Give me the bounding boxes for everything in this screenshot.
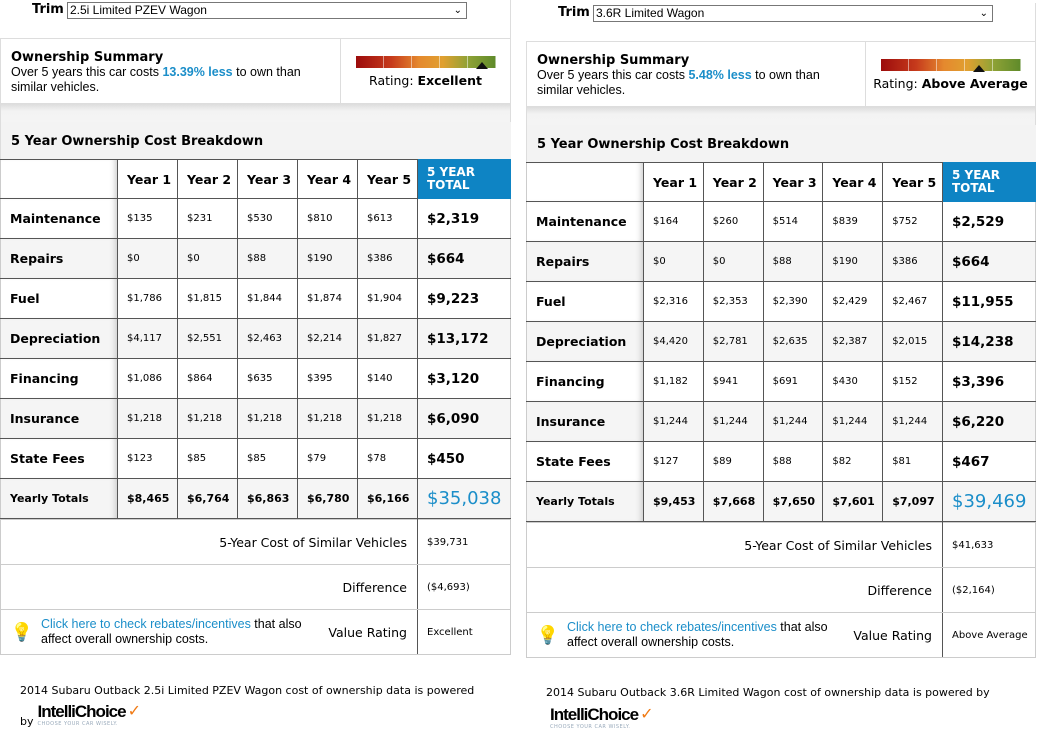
rating-box <box>340 39 510 103</box>
difference-label: Difference <box>1 565 418 610</box>
year-5-cost: $81 <box>883 442 943 482</box>
year-4-cost: $839 <box>823 202 883 242</box>
logo-text: IntelliChoice <box>37 702 126 721</box>
trim-row <box>0 0 511 38</box>
year-3-cost: $1,844 <box>238 279 298 319</box>
column-header: Year 1 <box>644 163 704 202</box>
year-1-cost: $9,453 <box>644 482 704 522</box>
year-3-cost: $514 <box>763 202 823 242</box>
value-rating-label: Value Rating <box>853 627 932 643</box>
five-year-total: $2,319 <box>418 199 511 239</box>
checkmark-icon: ✓ <box>640 704 654 723</box>
trim-value: 3.6R Limited Wagon <box>596 6 705 20</box>
year-1-cost: $0 <box>118 239 178 279</box>
five-year-total: $11,955 <box>943 282 1036 322</box>
summary-title: Ownership Summary <box>537 53 690 68</box>
year-2-cost: $0 <box>178 239 238 279</box>
checkmark-icon: ✓ <box>127 701 141 720</box>
column-header: 5 YEAR TOTAL <box>943 163 1036 202</box>
year-1-cost: $1,086 <box>118 359 178 399</box>
table-row-repairs <box>1 239 511 279</box>
five-year-total: $6,090 <box>418 399 511 439</box>
row-label: Maintenance <box>1 199 118 239</box>
year-2-cost: $85 <box>178 439 238 479</box>
row-label: Depreciation <box>1 319 118 359</box>
header-blank <box>1 160 118 199</box>
value-rating: Above Average <box>943 613 1036 658</box>
summary-text-end: to own than similar vehicles. <box>537 68 820 97</box>
year-3-cost: $1,218 <box>238 399 298 439</box>
year-3-cost: $2,390 <box>763 282 823 322</box>
intellichoice-logo[interactable] <box>546 706 653 731</box>
year-4-cost: $190 <box>298 239 358 279</box>
row-label: Repairs <box>1 239 118 279</box>
row-label: Insurance <box>527 402 644 442</box>
rating-gauge <box>881 59 1021 71</box>
year-4-cost: $1,218 <box>298 399 358 439</box>
five-year-total: $2,529 <box>943 202 1036 242</box>
logo-text: IntelliChoice <box>550 705 639 724</box>
year-2-cost: $1,218 <box>178 399 238 439</box>
five-year-total: $35,038 <box>418 479 511 519</box>
divider <box>0 104 511 122</box>
row-label: Yearly Totals <box>527 482 644 522</box>
year-2-cost: $6,764 <box>178 479 238 519</box>
row-label: Yearly Totals <box>1 479 118 519</box>
column-header: Year 3 <box>763 163 823 202</box>
year-4-cost: $2,387 <box>823 322 883 362</box>
rating-gauge <box>356 56 496 68</box>
year-2-cost: $2,353 <box>703 282 763 322</box>
five-year-total: $3,396 <box>943 362 1036 402</box>
year-4-cost: $190 <box>823 242 883 282</box>
column-header: Year 5 <box>883 163 943 202</box>
table-row-yearly-totals <box>527 482 1036 522</box>
comparison-table <box>526 522 1036 658</box>
five-year-total: $664 <box>943 242 1036 282</box>
row-label: Fuel <box>527 282 644 322</box>
ownership-panel-right <box>526 3 1036 748</box>
rating-marker-icon <box>973 65 985 72</box>
year-5-cost: $386 <box>883 242 943 282</box>
table-row-state-fees <box>1 439 511 479</box>
year-4-cost: $6,780 <box>298 479 358 519</box>
ownership-panel-left <box>0 0 511 745</box>
five-year-total: $39,469 <box>943 482 1036 522</box>
table-row-fuel <box>1 279 511 319</box>
year-2-cost: $1,815 <box>178 279 238 319</box>
row-label: Fuel <box>1 279 118 319</box>
row-label: Financing <box>1 359 118 399</box>
footer-text: 2014 Subaru Outback 3.6R Limited Wagon cost of ownership data is powered by <box>546 686 990 699</box>
column-header: 5 YEAR TOTAL <box>418 160 511 199</box>
year-5-cost: $752 <box>883 202 943 242</box>
five-year-total: $664 <box>418 239 511 279</box>
year-3-cost: $88 <box>763 242 823 282</box>
year-4-cost: $1,244 <box>823 402 883 442</box>
breakdown-title: 5 Year Ownership Cost Breakdown <box>526 125 1036 162</box>
column-header: Year 5 <box>358 160 418 199</box>
year-5-cost: $2,467 <box>883 282 943 322</box>
cost-breakdown-table <box>0 159 511 519</box>
year-3-cost: $635 <box>238 359 298 399</box>
five-year-total: $450 <box>418 439 511 479</box>
year-1-cost: $8,465 <box>118 479 178 519</box>
logo-tagline: CHOOSE YOUR CAR WISELY. <box>37 721 118 727</box>
year-2-cost: $0 <box>703 242 763 282</box>
trim-value: 2.5i Limited PZEV Wagon <box>70 3 207 17</box>
difference-value: ($2,164) <box>943 568 1036 613</box>
row-label: Repairs <box>527 242 644 282</box>
year-2-cost: $260 <box>703 202 763 242</box>
year-2-cost: $941 <box>703 362 763 402</box>
lightbulb-icon: 💡 <box>536 624 560 646</box>
five-year-total: $13,172 <box>418 319 511 359</box>
difference-value: ($4,693) <box>418 565 511 610</box>
table-row-state-fees <box>527 442 1036 482</box>
year-4-cost: $7,601 <box>823 482 883 522</box>
trim-row <box>526 3 1036 41</box>
footer-by: by <box>20 715 34 728</box>
column-header: Year 3 <box>238 160 298 199</box>
table-row-yearly-totals <box>1 479 511 519</box>
trim-select[interactable] <box>593 5 993 22</box>
chevron-down-icon: ⌄ <box>453 5 462 16</box>
five-year-total: $9,223 <box>418 279 511 319</box>
year-1-cost: $4,420 <box>644 322 704 362</box>
value-rating: Excellent <box>418 610 511 655</box>
summary-text: Over 5 years this car costs <box>537 68 689 82</box>
comparison-table <box>0 519 511 655</box>
year-3-cost: $88 <box>238 239 298 279</box>
year-4-cost: $2,214 <box>298 319 358 359</box>
year-5-cost: $1,244 <box>883 402 943 442</box>
rating-marker-icon <box>476 62 488 69</box>
year-1-cost: $4,117 <box>118 319 178 359</box>
rebates-link[interactable]: Click here to check rebates/incentives <box>567 620 777 634</box>
year-2-cost: $2,781 <box>703 322 763 362</box>
year-5-cost: $613 <box>358 199 418 239</box>
year-4-cost: $810 <box>298 199 358 239</box>
year-3-cost: $2,635 <box>763 322 823 362</box>
column-header: Year 2 <box>178 160 238 199</box>
table-row-financing <box>1 359 511 399</box>
row-label: Depreciation <box>527 322 644 362</box>
value-rating-label: Value Rating <box>328 624 407 640</box>
trim-label: Trim <box>32 2 64 17</box>
year-1-cost: $1,182 <box>644 362 704 402</box>
rating-box <box>865 42 1035 106</box>
rating-value: Excellent <box>417 73 482 88</box>
year-3-cost: $530 <box>238 199 298 239</box>
year-2-cost: $2,551 <box>178 319 238 359</box>
year-1-cost: $1,786 <box>118 279 178 319</box>
summary-text-end: to own than similar vehicles. <box>11 65 301 94</box>
table-row-insurance <box>1 399 511 439</box>
divider <box>526 107 1036 125</box>
year-3-cost: $7,650 <box>763 482 823 522</box>
summary-percent: 5.48% less <box>688 68 752 82</box>
year-5-cost: $1,827 <box>358 319 418 359</box>
ownership-summary <box>526 41 1036 107</box>
table-row-financing <box>527 362 1036 402</box>
rebates-text: that also affect overall ownership costs. <box>567 620 828 649</box>
year-4-cost: $1,874 <box>298 279 358 319</box>
rating-label: Rating: <box>369 73 418 88</box>
row-label: Financing <box>527 362 644 402</box>
breakdown-title: 5 Year Ownership Cost Breakdown <box>0 122 511 159</box>
row-label: Maintenance <box>527 202 644 242</box>
row-label: State Fees <box>1 439 118 479</box>
year-3-cost: $6,863 <box>238 479 298 519</box>
year-4-cost: $79 <box>298 439 358 479</box>
similar-label: 5-Year Cost of Similar Vehicles <box>527 523 943 568</box>
year-2-cost: $864 <box>178 359 238 399</box>
column-header: Year 4 <box>823 163 883 202</box>
year-1-cost: $164 <box>644 202 704 242</box>
year-4-cost: $2,429 <box>823 282 883 322</box>
table-row-depreciation <box>1 319 511 359</box>
row-label: Insurance <box>1 399 118 439</box>
year-5-cost: $6,166 <box>358 479 418 519</box>
rebates-text: that also affect overall ownership costs. <box>41 617 302 646</box>
year-4-cost: $82 <box>823 442 883 482</box>
footer-text: 2014 Subaru Outback 2.5i Limited PZEV Wagon cost of ownership data is powered <box>20 684 475 697</box>
year-3-cost: $1,244 <box>763 402 823 442</box>
year-1-cost: $1,244 <box>644 402 704 442</box>
year-3-cost: $88 <box>763 442 823 482</box>
year-1-cost: $135 <box>118 199 178 239</box>
chevron-down-icon: ⌄ <box>979 8 988 19</box>
trim-label: Trim <box>558 5 590 20</box>
intellichoice-logo[interactable] <box>20 703 141 728</box>
five-year-total: $467 <box>943 442 1036 482</box>
year-5-cost: $78 <box>358 439 418 479</box>
year-5-cost: $152 <box>883 362 943 402</box>
year-3-cost: $2,463 <box>238 319 298 359</box>
table-row-maintenance <box>1 199 511 239</box>
lightbulb-icon: 💡 <box>10 621 34 643</box>
year-3-cost: $85 <box>238 439 298 479</box>
summary-text: Over 5 years this car costs <box>11 65 163 79</box>
year-2-cost: $7,668 <box>703 482 763 522</box>
header-blank <box>527 163 644 202</box>
rebates-link[interactable]: Click here to check rebates/incentives <box>41 617 251 631</box>
year-1-cost: $2,316 <box>644 282 704 322</box>
year-4-cost: $395 <box>298 359 358 399</box>
cost-breakdown-table <box>526 162 1036 522</box>
year-2-cost: $1,244 <box>703 402 763 442</box>
ownership-summary <box>0 38 511 104</box>
five-year-total: $6,220 <box>943 402 1036 442</box>
rating-label: Rating: <box>873 76 922 91</box>
year-5-cost: $7,097 <box>883 482 943 522</box>
year-5-cost: $140 <box>358 359 418 399</box>
year-1-cost: $0 <box>644 242 704 282</box>
year-5-cost: $1,904 <box>358 279 418 319</box>
year-3-cost: $691 <box>763 362 823 402</box>
year-5-cost: $2,015 <box>883 322 943 362</box>
similar-value: $41,633 <box>943 523 1036 568</box>
column-header: Year 1 <box>118 160 178 199</box>
trim-select[interactable] <box>67 2 467 19</box>
table-row-repairs <box>527 242 1036 282</box>
similar-value: $39,731 <box>418 520 511 565</box>
year-2-cost: $231 <box>178 199 238 239</box>
table-row-fuel <box>527 282 1036 322</box>
year-2-cost: $89 <box>703 442 763 482</box>
year-1-cost: $123 <box>118 439 178 479</box>
table-row-maintenance <box>527 202 1036 242</box>
column-header: Year 4 <box>298 160 358 199</box>
five-year-total: $3,120 <box>418 359 511 399</box>
five-year-total: $14,238 <box>943 322 1036 362</box>
table-row-insurance <box>527 402 1036 442</box>
column-header: Year 2 <box>703 163 763 202</box>
similar-label: 5-Year Cost of Similar Vehicles <box>1 520 418 565</box>
year-4-cost: $430 <box>823 362 883 402</box>
table-row-depreciation <box>527 322 1036 362</box>
logo-tagline: CHOOSE YOUR CAR WISELY. <box>550 724 631 730</box>
difference-label: Difference <box>527 568 943 613</box>
year-5-cost: $1,218 <box>358 399 418 439</box>
year-1-cost: $1,218 <box>118 399 178 439</box>
row-label: State Fees <box>527 442 644 482</box>
summary-percent: 13.39% less <box>162 65 233 79</box>
year-5-cost: $386 <box>358 239 418 279</box>
summary-title: Ownership Summary <box>11 50 164 65</box>
rating-value: Above Average <box>921 76 1028 91</box>
year-1-cost: $127 <box>644 442 704 482</box>
